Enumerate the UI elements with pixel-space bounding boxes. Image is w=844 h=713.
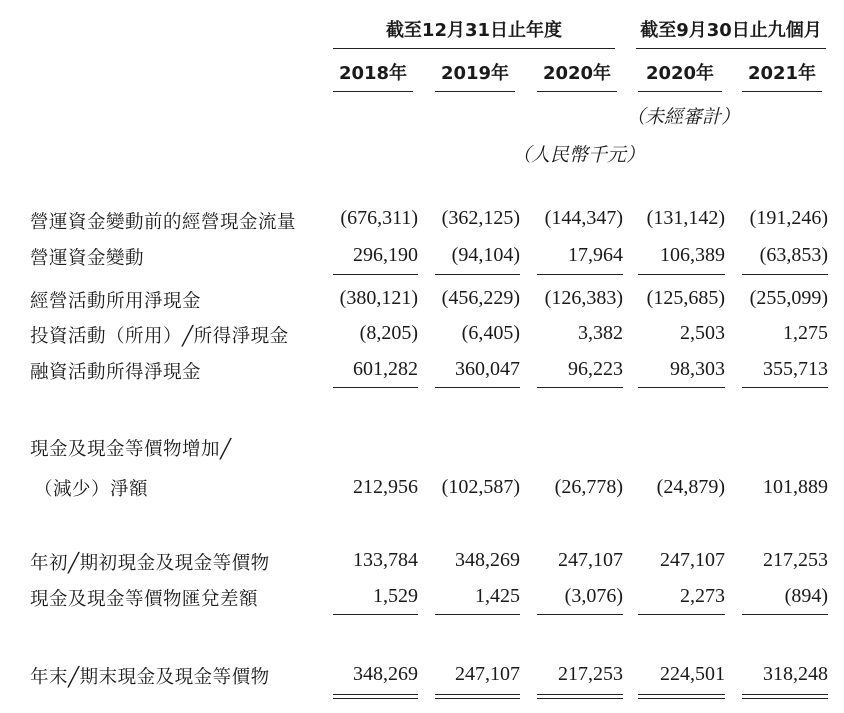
total-double-rule <box>638 694 725 699</box>
header-nine-months: 截至9月30日止九個月 <box>640 20 822 41</box>
cell-value: 318,248 <box>763 663 828 685</box>
total-double-rule <box>333 694 418 699</box>
cell-value: 1,425 <box>475 585 520 607</box>
total-double-rule <box>537 694 623 699</box>
year-header-2021-9m: 2021年 <box>747 63 817 84</box>
row-label-fx-difference: 現金及現金等價物匯兌差額 <box>30 589 259 610</box>
cell-value: (456,229) <box>441 287 520 309</box>
subtotal-rule <box>638 387 725 388</box>
subtotal-rule <box>742 274 828 275</box>
year-rule-2020 <box>537 91 617 92</box>
cell-value: 601,282 <box>353 358 418 380</box>
cell-value: 296,190 <box>353 244 418 266</box>
cell-value: 17,964 <box>568 244 623 266</box>
cell-value: 348,269 <box>455 549 520 571</box>
year-rule-2020-9m <box>638 91 722 92</box>
row-label-net-change-line1: 現金及現金等價物增加╱ <box>30 439 232 460</box>
cell-value: (894) <box>784 585 828 607</box>
subtotal-rule <box>333 614 418 615</box>
subtotal-rule <box>333 274 418 275</box>
cell-value: (125,685) <box>646 287 725 309</box>
year-rule-2019 <box>435 91 515 92</box>
subtotal-rule <box>742 614 828 615</box>
cell-value: 348,269 <box>353 663 418 685</box>
year-rule-2021-9m <box>742 91 822 92</box>
cell-value: (191,246) <box>749 207 828 229</box>
subtotal-rule <box>435 274 520 275</box>
row-label-opening-cash: 年初╱期初現金及現金等價物 <box>30 553 270 574</box>
row-label-working-capital-changes: 營運資金變動 <box>30 248 145 269</box>
subtotal-rule <box>333 387 418 388</box>
cell-value: 217,253 <box>763 549 828 571</box>
cell-value: (126,383) <box>544 287 623 309</box>
cell-value: 98,303 <box>670 358 725 380</box>
year-header-2020-9m: 2020年 <box>645 63 715 84</box>
cell-value: (380,121) <box>339 287 418 309</box>
cell-value: 1,529 <box>373 585 418 607</box>
year-header-2020: 2020年 <box>542 63 612 84</box>
header-year-ended: 截至12月31日止年度 <box>385 20 563 41</box>
subtotal-rule <box>638 274 725 275</box>
cell-value: 1,275 <box>783 322 828 344</box>
cell-value: (255,099) <box>749 287 828 309</box>
cell-value: (26,778) <box>554 476 623 498</box>
subtotal-rule <box>537 614 623 615</box>
cell-value: 2,273 <box>680 585 725 607</box>
subtotal-rule <box>435 614 520 615</box>
year-rule-2018 <box>333 91 413 92</box>
total-double-rule <box>742 694 828 699</box>
row-label-net-cash-operating: 經營活動所用淨現金 <box>30 291 202 312</box>
cell-value: 3,382 <box>578 322 623 344</box>
cell-value: 212,956 <box>353 476 418 498</box>
cell-value: 133,784 <box>353 549 418 571</box>
cell-value: 2,503 <box>680 322 725 344</box>
cell-value: 106,389 <box>660 244 725 266</box>
subtotal-rule <box>638 614 725 615</box>
currency-note: （人民幣千元） <box>512 144 646 166</box>
cell-value: 355,713 <box>763 358 828 380</box>
cell-value: (144,347) <box>544 207 623 229</box>
row-label-closing-cash: 年末╱期末現金及現金等價物 <box>30 667 270 688</box>
row-label-net-change-line2: （減少）淨額 <box>34 479 149 500</box>
cell-value: (676,311) <box>340 207 418 229</box>
header-rule-year-ended <box>333 48 615 49</box>
unaudited-note: （未經審計） <box>626 106 741 128</box>
cell-value: 224,501 <box>660 663 725 685</box>
cell-value: 360,047 <box>455 358 520 380</box>
cell-value: (3,076) <box>564 585 623 607</box>
cell-value: 247,107 <box>455 663 520 685</box>
cell-value: 217,253 <box>558 663 623 685</box>
cell-value: 96,223 <box>568 358 623 380</box>
row-label-net-cash-financing: 融資活動所得淨現金 <box>30 362 202 383</box>
cell-value: (24,879) <box>656 476 725 498</box>
year-header-2019: 2019年 <box>440 63 510 84</box>
subtotal-rule <box>537 387 623 388</box>
subtotal-rule <box>742 387 828 388</box>
cell-value: 247,107 <box>558 549 623 571</box>
cell-value: (8,205) <box>359 322 418 344</box>
cell-value: (102,587) <box>441 476 520 498</box>
row-label-net-cash-investing: 投資活動（所用）╱所得淨現金 <box>30 326 289 347</box>
subtotal-rule <box>435 387 520 388</box>
cell-value: (6,405) <box>461 322 520 344</box>
cell-value: 247,107 <box>660 549 725 571</box>
cell-value: (63,853) <box>759 244 828 266</box>
year-header-2018: 2018年 <box>338 63 408 84</box>
cell-value: (362,125) <box>441 207 520 229</box>
cell-value: (94,104) <box>451 244 520 266</box>
row-label-operating-cash-before-wc: 營運資金變動前的經營現金流量 <box>30 212 297 233</box>
cell-value: (131,142) <box>646 207 725 229</box>
header-rule-nine-months <box>636 48 826 49</box>
cell-value: 101,889 <box>763 476 828 498</box>
total-double-rule <box>435 694 520 699</box>
subtotal-rule <box>537 274 623 275</box>
